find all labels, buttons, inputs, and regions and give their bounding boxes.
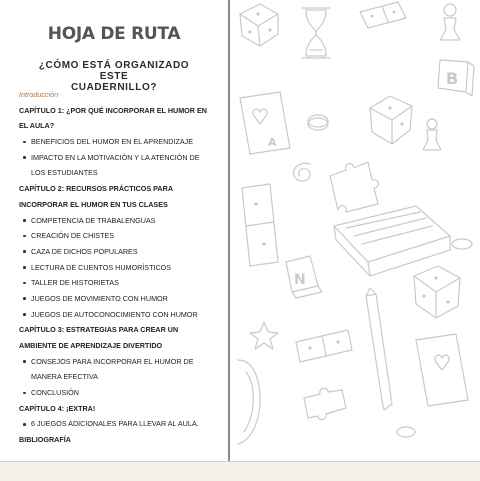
hourglass-icon	[238, 360, 260, 444]
letter-block-icon	[438, 60, 474, 96]
toc-chapter: AMBIENTE DE APRENDIZAJE DIVERTIDO	[19, 341, 163, 350]
star-icon	[250, 322, 278, 349]
chess-pawn-icon	[423, 119, 441, 150]
table-of-contents	[19, 87, 224, 448]
toc-chapter: EL AULA?	[19, 121, 55, 131]
toc-chapter: CAPÍTULO 4: ¡EXTRA!	[19, 403, 96, 413]
dice-icon	[240, 4, 278, 46]
page-title: HOJA DE RUTA	[47, 24, 181, 44]
toc-chapter: CAPÍTULO 3: ESTRATEGIAS PARA CREAR UN	[19, 325, 179, 335]
spiral-icon	[294, 163, 311, 181]
toc-bullet: IMPACTO EN LA MOTIVACIÓN Y LA ATENCIÓN DE	[19, 150, 224, 166]
toc-cont: LOS ESTUDIANTES	[31, 168, 98, 178]
coin-icon	[308, 115, 328, 130]
subtitle-line: ¿CÓMO ESTÁ ORGANIZADO ESTE	[38, 60, 190, 82]
toc-bullet: CONSEJOS PARA INCORPORAR EL HUMOR DE	[19, 354, 224, 370]
toc-chapter: BIBLIOGRAFÍA	[19, 435, 71, 445]
letter-block-icon	[286, 256, 322, 298]
toc-bullet: CONCLUSIÓN	[19, 385, 224, 401]
domino-icon	[296, 330, 352, 362]
hourglass-icon	[302, 8, 330, 58]
puzzle-piece-icon	[330, 162, 378, 212]
toc-bullet: TALLER DE HISTORIETAS	[19, 275, 224, 291]
doodle-background	[230, 0, 480, 461]
right-page-doodles	[230, 0, 480, 461]
puzzle-piece-icon	[304, 388, 346, 419]
letter-n: N	[294, 272, 306, 288]
toc-bullet: BENEFICIOS DEL HUMOR EN EL APRENDIZAJE	[19, 134, 224, 150]
toc-chapter: CAPÍTULO 2: RECURSOS PRÁCTICOS PARA	[19, 184, 174, 194]
coin-icon	[452, 239, 472, 249]
toc-bullet: JUEGOS DE MOVIMIENTO CON HUMOR	[19, 291, 224, 307]
domino-icon	[360, 2, 406, 28]
subtitle-line: CUADERNILLO?	[70, 82, 158, 93]
pencil-icon	[366, 288, 392, 410]
left-page	[0, 0, 228, 461]
card-icon	[416, 334, 468, 406]
domino-icon	[242, 184, 278, 266]
toc-bullet: COMPETENCIA DE TRABALENGUAS	[19, 213, 224, 229]
toc-chapter: INCORPORAR EL HUMOR EN TUS CLASES	[19, 199, 168, 209]
coin-icon	[397, 427, 415, 437]
toc-bullet: JUEGOS DE AUTOCONOCIMIENTO CON HUMOR	[19, 307, 224, 323]
dice-icon	[370, 96, 412, 144]
toc-chapter: CAPÍTULO 1: ¿POR QUÉ INCORPORAR EL HUMOR EN	[19, 105, 207, 115]
chess-pawn-icon	[440, 4, 460, 40]
card-icon	[240, 92, 290, 154]
dice-icon	[414, 266, 460, 318]
letter-b: B	[446, 69, 459, 88]
bottom-margin	[0, 461, 480, 481]
toc-bullet: LECTURA DE CUENTOS HUMORÍSTICOS	[19, 260, 224, 276]
letter-a: A	[268, 136, 277, 149]
toc-bullet: CAZA DE DICHOS POPULARES	[19, 244, 224, 260]
toc-bullet: CREACIÓN DE CHISTES	[19, 228, 224, 244]
board-game-box-icon	[334, 206, 450, 276]
toc-cont: MANERA EFECTIVA	[31, 372, 98, 382]
toc-bullet: 6 JUEGOS ADICIONALES PARA LLEVAR AL AULA.	[19, 416, 224, 432]
toc-intro: Introducción	[19, 90, 59, 99]
